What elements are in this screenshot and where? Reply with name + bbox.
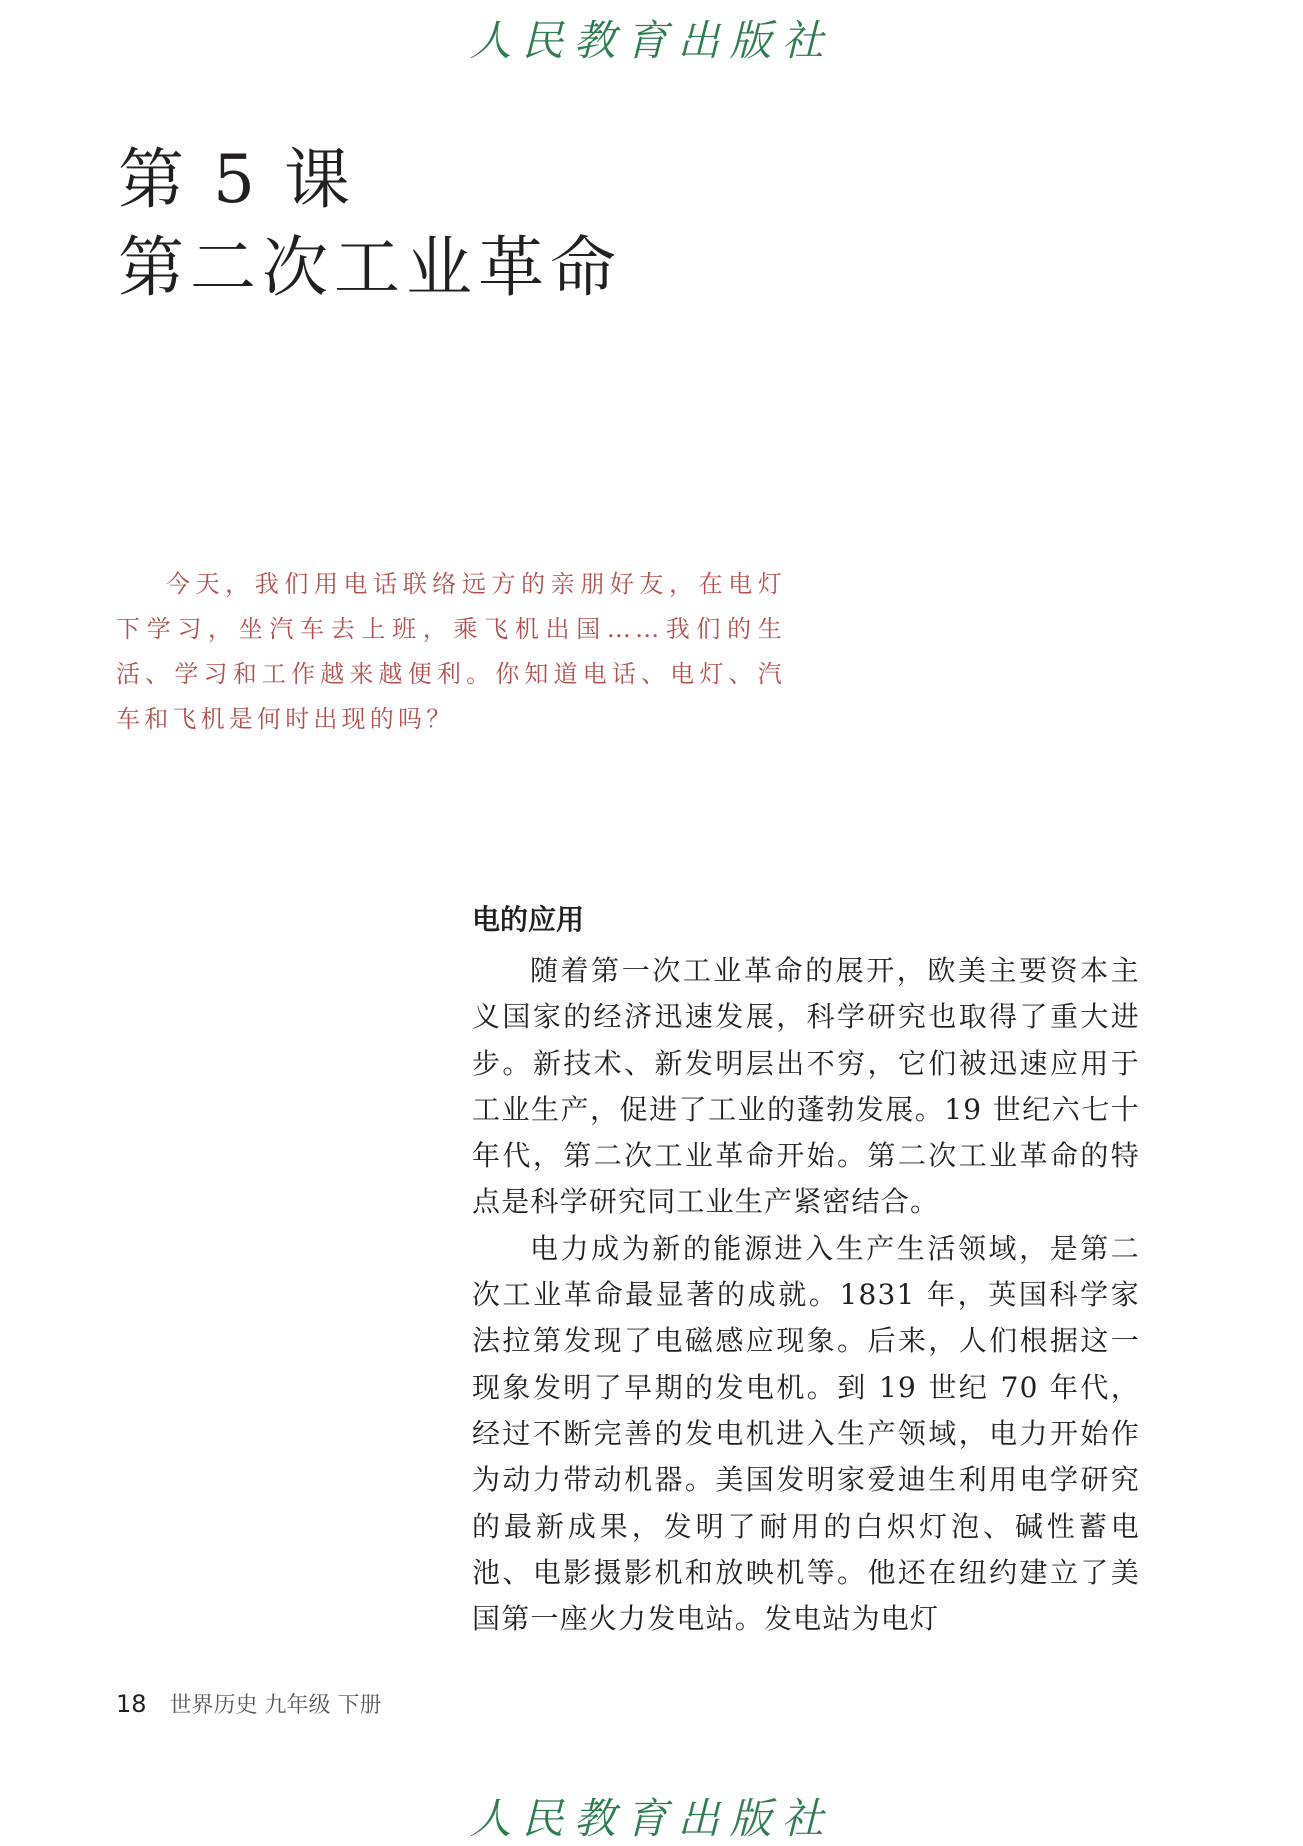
publisher-logo-bottom: 人民教育出版社 [469, 1794, 834, 1843]
body-text [472, 948, 1140, 1642]
body-paragraph-2: 电力成为新的能源进入生产生活领域，是第二次工业革命最显著的成就。1831 年，英国科学家法拉第发现了电磁感应现象。后来，人们根据这一现象发明了早期的发电机。到 19 世纪 70 年代，经过不断完善的发电机进入生产领域，电力开始作为动力带动机器。美国发明家爱迪生利用电学研究的最新成果，发明了耐用的白炽灯泡、碱性蓄电池、电影摄影机和放映机等。他还在纽约建立了美国第一座火力发电站。发电站为电灯 [472, 1231, 1140, 1636]
page-number: 18 [116, 1690, 147, 1718]
lesson-number: 第 5 课 [118, 141, 354, 218]
publisher-logo-top: 人民教育出版社 [469, 16, 834, 65]
lesson-title: 第二次工业革命 [118, 229, 622, 306]
page-footer [116, 1688, 382, 1719]
intro-paragraph: 今天，我们用电话联络远方的亲朋好友，在电灯下学习，坐汽车去上班，乘飞机出国……我们的生活、学习和工作越来越便利。你知道电话、电灯、汽车和飞机是何时出现的吗？ [116, 570, 786, 733]
book-title: 世界历史 九年级 下册 [169, 1693, 382, 1718]
section-heading: 电的应用 [472, 903, 585, 936]
body-paragraph-1: 随着第一次工业革命的展开，欧美主要资本主义国家的经济迅速发展，科学研究也取得了重大进步。新技术、新发明层出不穷，它们被迅速应用于工业生产，促进了工业的蓬勃发展。19 世纪六七十年代，第二次工业革命开始。第二次工业革命的特点是科学研究同工业生产紧密结合。 [472, 954, 1140, 1219]
